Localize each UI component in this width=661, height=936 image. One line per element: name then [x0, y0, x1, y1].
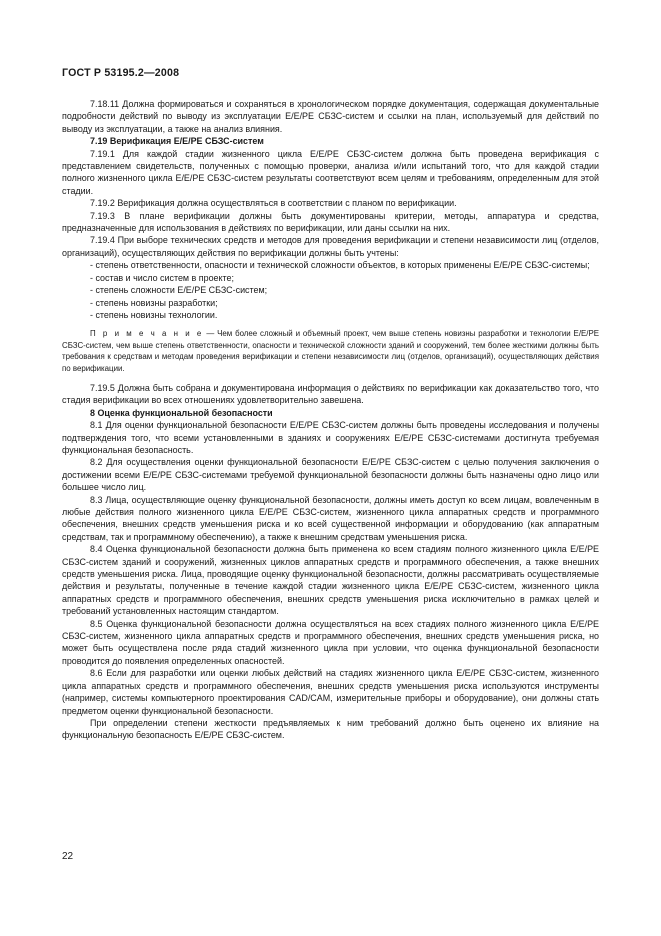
paragraph-8-2: 8.2 Для осуществления оценки функциональной безопасности Е/Е/РЕ СБЗС-систем с целью получения заключения о достижении всеми Е/Е/РЕ СБЗС-системами требуемой функциональной безопасности должны быть назначены одно лицо или большее число лиц. [62, 457, 599, 493]
paragraph-8-6-continued: При определении степени жесткости предъявляемых к ним требований должно быть оценено их влияние на функциональную безопасность Е/Е/РЕ СБЗС-систем. [62, 717, 599, 741]
paragraph-7-18-11: 7.18.11 Должна формироваться и сохраняться в хронологическом порядке документация, содержащая документальные подробности действий по выводу из эксплуатации Е/Е/РЕ СБЗС-систем и ссылки на план, используемый для действий по выводу из эксплуатации, а также на анализ влияния. [62, 99, 599, 134]
paragraph-7-19-4: 7.19.4 При выборе технических средств и методов для проведения верификации и степени независимости лиц (отделов, организаций), осуществляющих действия по верификации должны быть учтены: [62, 235, 599, 258]
paragraph-8-6: 8.6 Если для разработки или оценки любых действий на стадиях жизненного цикла Е/Е/РЕ СБЗС-систем, жизненного цикла аппаратных средств и программного обеспечения, внешних средств уменьшения риска используются инструменты (например, системы компьютерного проектирования CAD/CAM, измерительные приборы и оборудование), они должны стать предметом оценки функциональной безопасности. [62, 668, 599, 716]
section-heading-8: 8 Оценка функциональной безопасности [90, 407, 273, 418]
note-text: — Чем более сложный и объемный проект, чем выше степень новизны разработки и технологии Е/Е/РЕ СБЗС-систем, чем выше степень ответственности, опасности и технической сложности зданий и сооружений, тем более жесткими должны быть требования к средствам и методам проведения верификации и степени независимости лиц (отделов, организаций), осуществляющих действия по верификации. [62, 329, 599, 373]
paragraph-7-19-3: 7.19.3 В плане верификации должны быть документированы критерии, методы, аппаратура и средства, предназначенные для использования в действиях по верификации, или даны ссылки на них. [62, 210, 599, 234]
list-item: - степень сложности Е/Е/РЕ СБЗС-систем; [90, 285, 268, 296]
document-body [62, 98, 599, 742]
list-item: - состав и число систем в проекте; [90, 272, 234, 283]
list-item: - степень новизны разработки; [90, 297, 218, 308]
paragraph-8-5: 8.5 Оценка функциональной безопасности должна осуществляться на всех стадиях полного жизненного цикла Е/Е/РЕ СБЗС-систем, жизненного цикла аппаратных средств и программного обеспечения, внешних средств уменьшения риска, но может быть осуществлена после ряда стадий жизненного цикла при условии, что оценка функциональной безопасности проводится до появления определенных опасностей. [62, 618, 599, 666]
section-heading-7-19: 7.19 Верификация Е/Е/РЕ СБЗС-систем [90, 136, 264, 147]
paragraph-7-19-1: 7.19.1 Для каждой стадии жизненного цикла Е/Е/РЕ СБЗС-систем должна быть проведена верификация с представлением свидетельств, полученных с помощью проверки, анализа и/или испытаний того, что для каждой стадии полного жизненного цикла Е/Е/РЕ СБЗС-систем результаты соответствуют всем целям и требованиям, определенным для этой стадии. [62, 148, 599, 196]
list-item: - степень ответственности, опасности и технической сложности объектов, в которых применены Е/Е/РЕ СБЗС-системы; [90, 260, 590, 271]
document-header: ГОСТ Р 53195.2—2008 [62, 67, 180, 79]
paragraph-8-4: 8.4 Оценка функциональной безопасности должна быть применена ко всем стадиям полного жизненного цикла Е/Е/РЕ СБЗС-систем зданий и сооружений, жизненных циклов аппаратных средств и программного обеспечения, а также внешних средств уменьшения риска. Лица, проводящие оценку функциональной безопасности, должны рассматривать осуществляемые действия и результаты, полученные в течение каждой стадии жизненного цикла Е/Е/РЕ СБЗС-систем, жизненного цикла аппаратных средств и программного обеспечения, внешних средств уменьшения риска исключительно в рамках целей и требований установленных настоящим стандартом. [62, 544, 599, 617]
list-item: - степень новизны технологии. [90, 309, 218, 320]
paragraph-8-1: 8.1 Для оценки функциональной безопасности Е/Е/РЕ СБЗС-систем должны быть проведены исследования и получены подтверждения того, что всеми установленными в зданиях и сооружениях Е/Е/РЕ СБЗС-системами достигнута требуемая функциональная безопасность. [62, 420, 599, 455]
paragraph-7-19-5: 7.19.5 Должна быть собрана и документирована информация о действиях по верификации как доказательство того, что стадия верификации во всех отношениях удовлетворительно завешена. [62, 382, 599, 406]
note [62, 328, 599, 374]
paragraph-7-19-2: 7.19.2 Верификация должна осуществляться в соответствии с планом по верификации. [90, 198, 457, 209]
page-number: 22 [62, 851, 74, 862]
note-label: П р и м е ч а н и е [90, 329, 204, 339]
paragraph-8-3: 8.3 Лица, осуществляющие оценку функциональной безопасности, должны иметь доступ ко всем лицам, вовлеченным в любые действия полного жизненного цикла Е/Е/РЕ СБЗС-систем, жизненного цикла аппаратных средств и программного обеспечения, внешних средств уменьшения риска и ко всей существенной информации и оборудованию (как аппаратным средствам, так и программному обеспечению), а также к внешним средствам уменьшения риска. [62, 494, 599, 542]
